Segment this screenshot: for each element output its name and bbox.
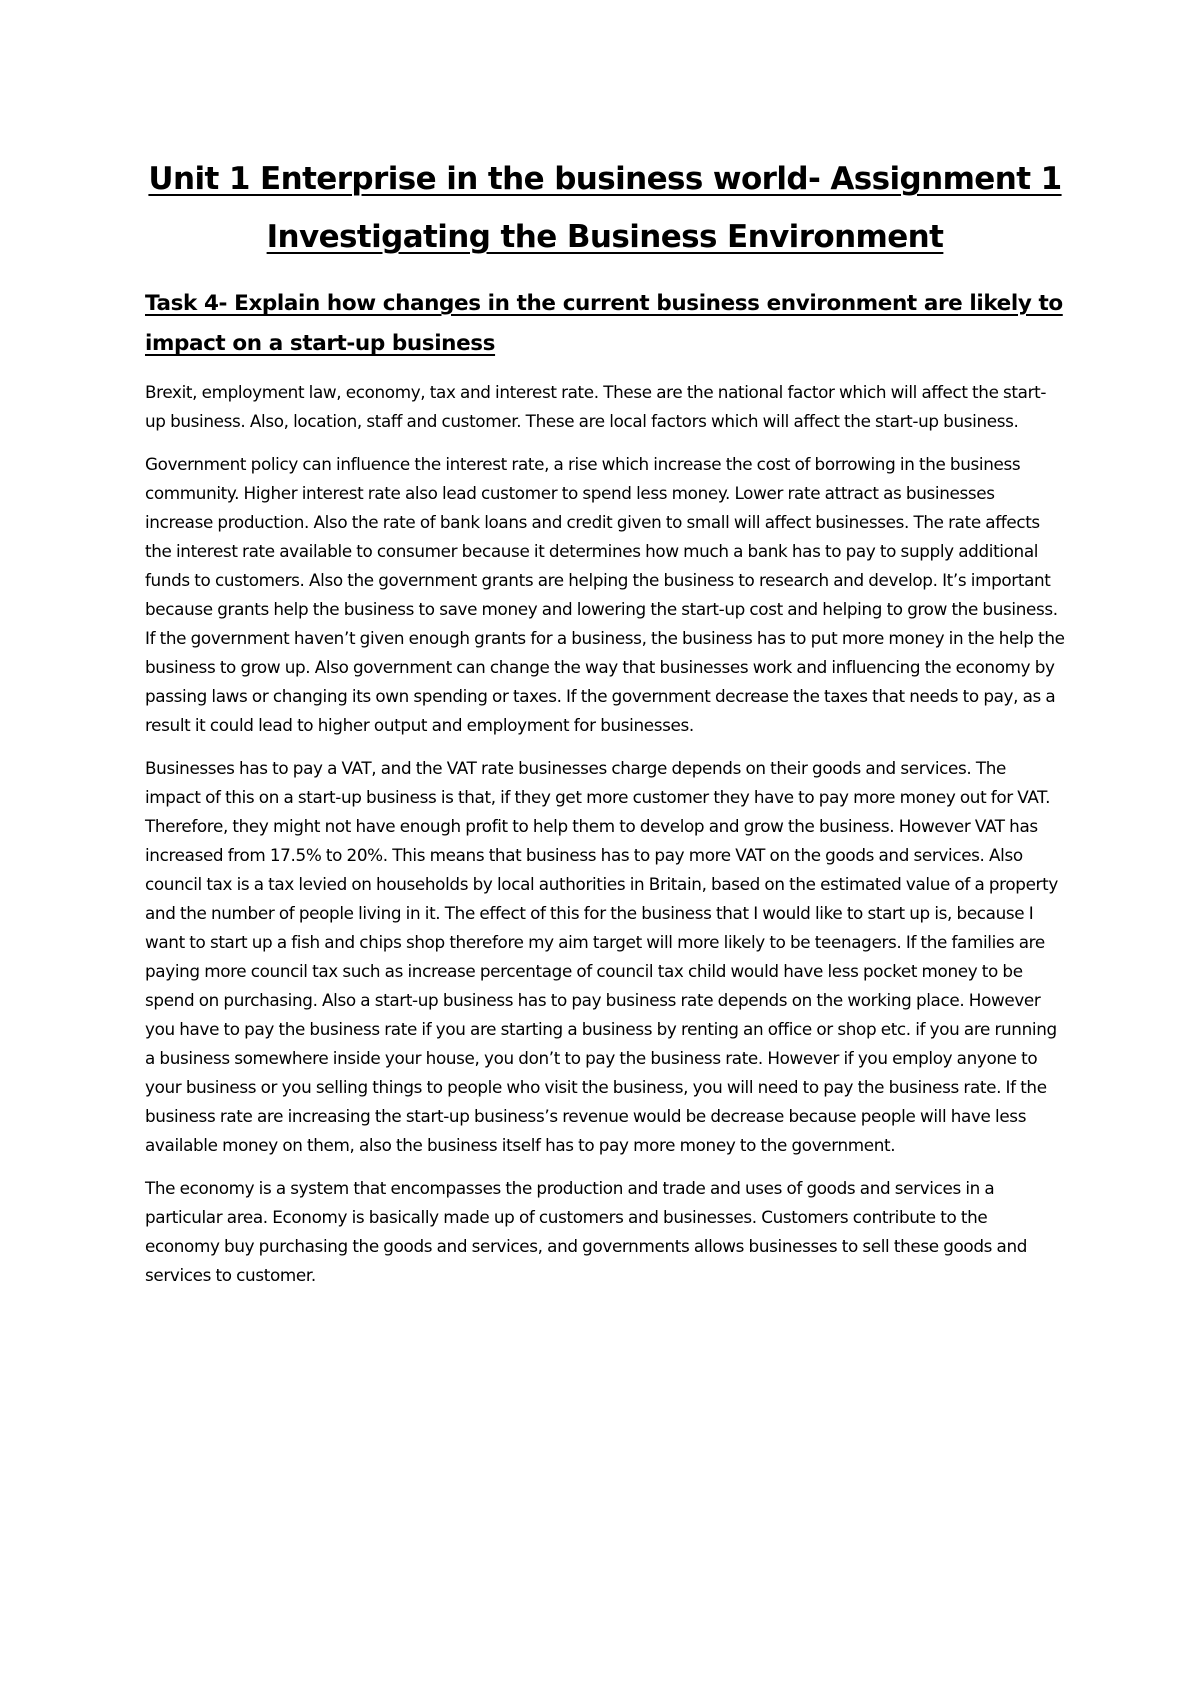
paragraph-economy: The economy is a system that encompasses the production and trade and uses of goods and services in a particular area. Economy is basically made up of customers and businesses. Customers contribute to the economy buy purchasing the goods and services, and governments allows businesses to sell these goods and services to customer. — [145, 1178, 1028, 1285]
document-title-line-2: Investigating the Business Environment — [266, 219, 944, 255]
document-title-line-1: Unit 1 Enterprise in the business world- Assignment 1 — [148, 161, 1062, 197]
document-content — [145, 150, 1065, 1304]
task-heading: Task 4- Explain how changes in the current business environment are likely to impact on a start-up business — [145, 291, 1063, 356]
paragraph-taxes: Businesses has to pay a VAT, and the VAT rate businesses charge depends on their goods and services. The impact of this on a start-up business is that, if they get more customer they have to pay more money out for VAT. Therefore, they might not have enough profit to help them to develop and grow the business. However VAT has increased from 17.5% to 20%. This means that business has to pay more VAT on the goods and services. Also council tax is a tax levied on households by local authorities in Britain, based on the estimated value of a property and the number of people living in it. The effect of this for the business that I would like to start up is, because I want to start up a fish and chips shop therefore my aim target will more likely to be teenagers. If the families are paying more council tax such as increase percentage of council tax child would have less pocket money to be spend on purchasing. Also a start-up business has to pay business rate depends on the working place. However you have to pay the business rate if you are starting a business by renting an office or shop etc. if you are running a business somewhere inside your house, you don’t to pay the business rate. However if you employ anyone to your business or you selling things to people who visit the business, you will need to pay the business rate. If the business rate are increasing the start-up business’s revenue would be decrease because people will have less available money on them, also the business itself has to pay more money to the government. — [145, 758, 1058, 1155]
paragraph-government-policy: Government policy can influence the interest rate, a rise which increase the cost of borrowing in the business community. Higher interest rate also lead customer to spend less money. Lower rate attract as businesses increase production. Also the rate of bank loans and credit given to small will affect businesses. The rate affects the interest rate available to consumer because it determines how much a bank has to pay to supply additional funds to customers. Also the government grants are helping the business to research and develop. It’s important because grants help the business to save money and lowering the start-up cost and helping to grow the business. If the government haven’t given enough grants for a business, the business has to put more money in the help the business to grow up. Also government can change the way that businesses work and influencing the economy by passing laws or changing its own spending or taxes. If the government decrease the taxes that needs to pay, as a result it could lead to higher output and employment for businesses. — [145, 454, 1065, 735]
body-text — [145, 378, 1065, 1290]
document-title — [145, 150, 1065, 266]
paragraph-national-local-factors: Brexit, employment law, economy, tax and interest rate. These are the national factor which will affect the start-up business. Also, location, staff and customer. These are local factors which will affect the start-up business. — [145, 382, 1047, 431]
